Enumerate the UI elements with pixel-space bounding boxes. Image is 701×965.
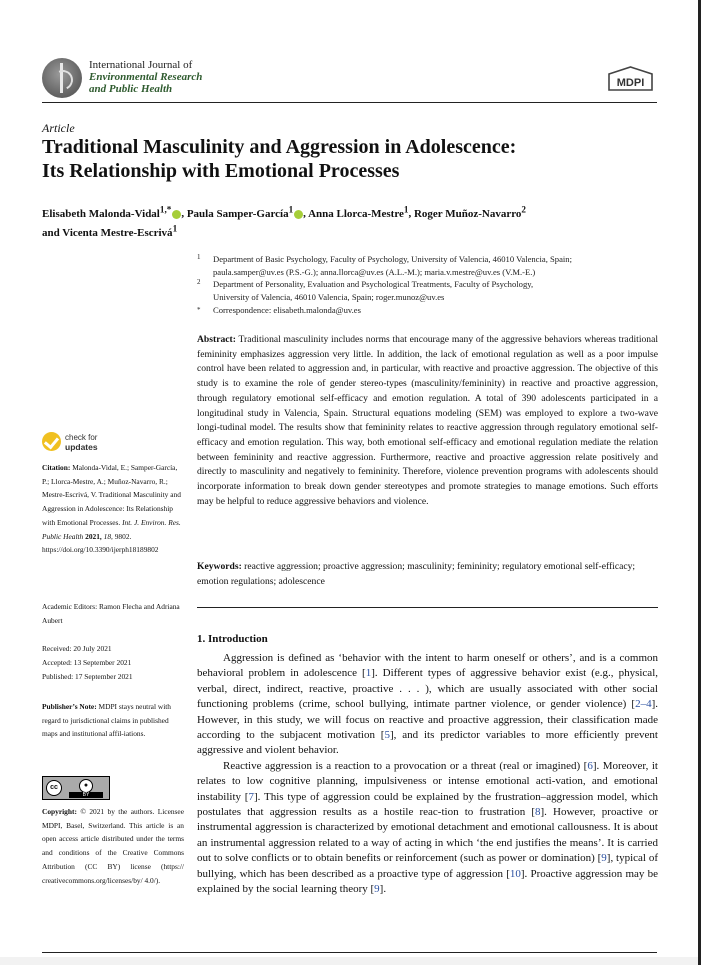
keywords-text: reactive aggression; proactive aggression; masculinity; femininity; regulatory emotional self-efficacy; emotion regulations; adolescence — [197, 561, 636, 587]
author-5[interactable]: and Vicenta Mestre-Escrivá$^1$ — [42, 223, 178, 240]
affiliation-1: 1 Department of Basic Psychology, Faculty of Psychology, University of Valencia, 46010 Valencia, Spain; paula.samper@uv.es (P.S.-G.); anna.llorca@uv.es (A.L.-M.); maria.v.mestre@uv.es (V.M.-E.) — [197, 253, 572, 277]
citation-link[interactable]: 7 — [248, 790, 254, 803]
abstract-text: Traditional masculinity includes norms that encourage many of the aggressive behaviors whereas traditional femininity emphasizes aggression very little. In addition, the lack of emotional regulation as well as a poor impulse control have been related to aggression and, in particular, with reactive and proactive aggression. The objective of this study is to examine the role of gender stereo-types (masculinity/femininity) in reactive and proactive aggression, through regulatory emotional self-efficacy and emotion regulation. A total of 390 adolescents participated in a longitudinal study in Valencia, Spain. Structural equations modeling (SEM) was employed to explore a two-wave longi-tudinal model. The results show that femininity relates to reactive aggression through regulatory emotional self-efficacy and emotion regulation. This way, both emotional self-efficacy and emotional regulation mediate the relation between femininity and reactive aggression. Furthermore, reactive and proactive aggression relate positively and directly to masculinity and negatively to femininity. Therefore, violence prevention programs with adolescents should incorporate information to break down gender stereotypes and promote strategies to manage emotions. Such efforts may be helpful to reduce aggressive behaviors and violence. — [197, 334, 659, 507]
article-title-line1: Traditional Masculinity and Aggression in Adolescence: — [42, 136, 517, 158]
footer-rule — [42, 952, 657, 953]
author-list: Elisabeth Malonda-Vidal$^{1,*}$ , Paula Samper-García$^1$ , Anna Llorca-Mestre$^1$, Roger Muñoz-Navarro$^2$ and Vicenta Mestre-Escrivá$^1$ — [42, 204, 526, 240]
check-icon — [42, 432, 61, 451]
accepted-date: Accepted: 13 September 2021 — [42, 658, 132, 667]
citation-link[interactable]: 9 — [601, 852, 607, 865]
article-type: Article — [42, 121, 75, 135]
doi-link[interactable]: 9802. https://doi.org/10.3390/ijerph18189802 — [42, 531, 159, 555]
header-rule — [42, 102, 657, 103]
citation-link[interactable]: 6 — [587, 759, 593, 772]
copyright-notice: Copyright: © 2021 by the authors. Licensee MDPI, Basel, Switzerland. This article is an open access article distributed under the terms and conditions of the Creative Commons Attribution (CC BY) license (https:// creativecommons.org/licenses/by/ 4.0/). — [42, 807, 184, 885]
journal-name-line2: Environmental Research — [89, 71, 203, 83]
citation-link[interactable]: 8 — [535, 806, 541, 819]
section-heading-introduction: 1. Introduction — [197, 633, 268, 645]
paragraph-2: Reactive aggression is a reaction to a provocation or a threat (real or imagined) [6]. Moreover, it relates to low cognitive planning, impulsiveness or intense emotional acti-vation, and emotional instability [7]. This type of aggression could be explained by the frustration–aggression model, which postulates that aggression results as a hostile reac-tion to frustration [8]. However, proactive or instrumental aggression is characterized by emotional detachment and emotional callousness. It is about an instrumental aggression related to a way of acting in which ‘the end justifies the means’. It is carried out to solve conflicts or to obtain benefits or reinforcement (such as power or domination) [9], typical of bullying, which has been described as a proactive type of aggression [10]. Proactive aggression may be explained by the social learning theory [9]. — [197, 759, 658, 896]
cc-by-license-icon[interactable]: cc ● BY — [42, 776, 110, 800]
keywords — [197, 560, 658, 589]
author-1[interactable]: Elisabeth Malonda-Vidal$^{1,*}$ — [42, 204, 172, 220]
orcid-icon[interactable] — [294, 210, 303, 219]
author-4[interactable]: Roger Muñoz-Navarro$^2$ — [413, 204, 526, 220]
citation-link[interactable]: 2–4 — [635, 698, 652, 711]
citation-link[interactable]: 9 — [374, 883, 380, 896]
abstract — [197, 333, 658, 509]
published-date: Published: 17 September 2021 — [42, 672, 133, 681]
abstract-label: Abstract: — [197, 334, 236, 345]
author-3[interactable]: Anna Llorca-Mestre$^1$ — [308, 204, 409, 220]
received-date: Received: 20 July 2021 — [42, 644, 112, 653]
introduction-body — [197, 651, 658, 898]
keywords-label: Keywords: — [197, 561, 242, 572]
orcid-icon[interactable] — [172, 210, 181, 219]
svg-text:MDPI: MDPI — [616, 77, 645, 89]
citation-link[interactable]: 1 — [365, 667, 372, 680]
citation-link[interactable]: 10 — [509, 867, 521, 880]
mdpi-logo-icon — [607, 66, 654, 92]
journal-logo-icon — [42, 58, 82, 98]
academic-editors: Academic Editors: Ramon Flecha and Adriana Aubert — [42, 602, 180, 625]
article-title — [42, 135, 642, 183]
affiliation-2: 2 Department of Personality, Evaluation and Psychological Treatments, Faculty of Psychology, University of Valencia, 46010 Valencia, Spain; roger.munoz@uv.es — [197, 278, 534, 302]
author-2[interactable]: Paula Samper-García$^1$ — [186, 204, 294, 220]
paragraph-1: Aggression is defined as ‘behavior with the intent to harm oneself or others’, and is a common behavioral problem in adolescence [1]. Different types of aggressive behavior exist (e.g., physical, verbal, direct, indirect, reactive, proactive . . . ), which are usually associated with other social functioning problems (crime, school bullying, intimate partner violence, or gender violence) [2–4]. However, in this study, we will focus on reactive and proactive aggression, their classification made according to the subjacent motivation [5], and its predictor variables to more efficiently prevent aggressive and violent behavior. — [197, 652, 658, 757]
journal-name-line1: International Journal of — [89, 59, 193, 71]
correspondence: * Correspondence: elisabeth.malonda@uv.es — [197, 305, 361, 315]
journal-name — [89, 59, 202, 95]
footer-strip — [0, 957, 698, 965]
section-divider — [197, 607, 658, 608]
journal-name-line3: and Public Health — [89, 83, 173, 95]
citation-block: Citation: Malonda-Vidal, E.; Samper-García, P.; Llorca-Mestre, A.; Muñoz-Navarro, R.; Mestre-Escrivá, V. Traditional Masculinity and Aggression in Adolescence: Its Relationship with Emotional Processes. Int. J. Environ. Res. Public Health 2021, 18, 9802. https://doi.org/10.3390/ijerph18189802 — [42, 463, 181, 555]
article-title-line2: Its Relationship with Emotional Processes — [42, 160, 400, 182]
citation-link[interactable]: 5 — [384, 729, 390, 742]
publisher-note: Publisher’s Note: MDPI stays neutral with regard to jurisdictional claims in published maps and institutional affil-iations. — [42, 702, 171, 739]
